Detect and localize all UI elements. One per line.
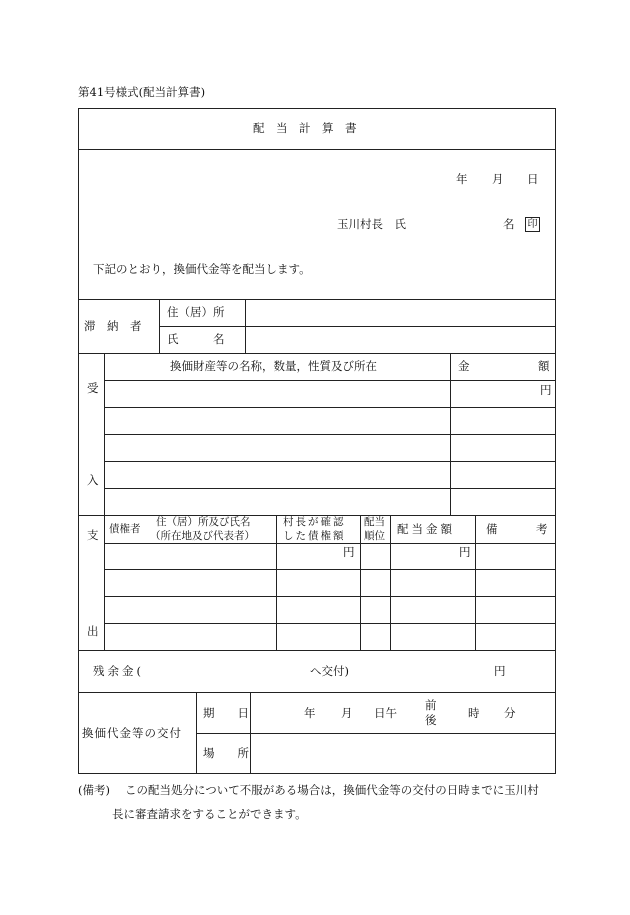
- delivery-month: 月: [341, 706, 353, 720]
- delivery-year: 年: [304, 706, 316, 720]
- remarks-line1: この配当処分について不服がある場合は，換価代金等の交付の日時までに玉川村: [125, 783, 539, 797]
- divider: [250, 692, 251, 774]
- divider: [104, 596, 556, 597]
- delinquent-address-label: 住（居）所: [167, 305, 225, 319]
- form-number: 第41号様式(配当計算書): [78, 85, 206, 99]
- col-remarks-right: 考: [536, 522, 548, 536]
- col-remarks-left: 備: [486, 522, 498, 536]
- divider: [78, 149, 556, 150]
- col-confirmed-line1: 村長が確認: [283, 516, 346, 528]
- divider: [78, 299, 556, 300]
- receipts-label-top: 受: [87, 381, 99, 395]
- col-creditor: 債権者: [109, 523, 141, 535]
- date-day: 日: [527, 172, 539, 186]
- delivery-day: 日午: [374, 706, 397, 720]
- dividend-currency: 円: [459, 545, 471, 559]
- seal-icon: 印: [525, 217, 540, 232]
- divider: [104, 543, 556, 544]
- divider: [104, 434, 556, 435]
- divider: [245, 299, 246, 353]
- divider: [104, 623, 556, 624]
- balance-currency: 円: [494, 664, 506, 678]
- divider: [360, 515, 361, 650]
- divider: [78, 650, 556, 651]
- col-address-line2: （所在地及び代表者）: [150, 530, 255, 542]
- divider: [276, 515, 277, 650]
- intro-text: 下記のとおり，換価代金等を配当します。: [93, 262, 311, 276]
- delinquent-name-label: 氏 名: [167, 332, 225, 346]
- disbursements-label-top: 支: [87, 528, 99, 542]
- col-rank-line2: 順位: [364, 530, 385, 542]
- receipts-col-description: 換価財産等の名称，数量，性質及び所在: [170, 359, 377, 373]
- col-dividend: 配当金額: [397, 522, 455, 536]
- delinquent-label: 滞 納 者: [84, 319, 142, 333]
- balance-label: 残余金(: [93, 664, 144, 678]
- remarks-line2: 長に審査請求をすることができます。: [112, 807, 307, 821]
- issuer-name: 玉川村長 氏: [337, 217, 406, 231]
- divider: [104, 380, 556, 381]
- divider: [104, 461, 556, 462]
- receipts-col-amount-left: 金: [458, 359, 470, 373]
- remarks-label: (備考): [78, 783, 110, 797]
- divider: [78, 353, 556, 354]
- issuer-name-suffix: 名: [503, 217, 515, 231]
- col-address-line1: 住（居）所及び氏名: [156, 516, 251, 528]
- form-title: 配 当 計 算 書: [253, 121, 357, 135]
- receipts-currency: 円: [540, 383, 552, 397]
- confirmed-currency: 円: [343, 545, 355, 559]
- divider: [104, 407, 556, 408]
- divider: [104, 569, 556, 570]
- delivery-place-label: 場 所: [203, 746, 249, 760]
- date-year: 年: [456, 172, 468, 186]
- divider: [196, 692, 197, 774]
- divider: [390, 515, 391, 650]
- balance-delivery: へ交付): [310, 664, 349, 678]
- divider: [475, 515, 476, 650]
- disbursements-label-bottom: 出: [87, 624, 99, 638]
- divider: [450, 353, 451, 515]
- delivery-date-label: 期 日: [203, 706, 249, 720]
- col-confirmed-line2: した債権額: [283, 530, 346, 542]
- receipts-label-bottom: 入: [87, 473, 99, 487]
- date-month: 月: [492, 172, 504, 186]
- delivery-hour: 時: [468, 706, 480, 720]
- delivery-minute: 分: [504, 706, 516, 720]
- delivery-pm: 後: [425, 713, 437, 727]
- delivery-am: 前: [425, 698, 437, 712]
- divider: [104, 353, 105, 650]
- col-rank-line1: 配当: [364, 516, 385, 528]
- delivery-label: 換価代金等の交付: [82, 726, 182, 740]
- divider: [159, 299, 160, 353]
- divider: [104, 488, 556, 489]
- receipts-col-amount-right: 額: [538, 359, 550, 373]
- divider: [78, 692, 556, 693]
- divider: [159, 326, 556, 327]
